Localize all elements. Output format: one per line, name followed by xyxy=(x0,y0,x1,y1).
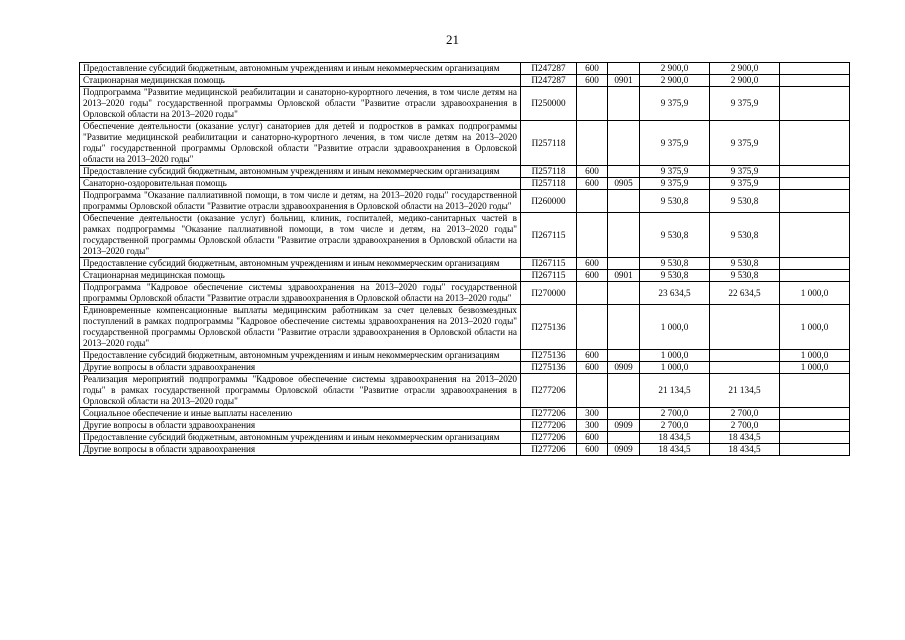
table-row xyxy=(80,178,850,190)
row-total-amount: 2 700,0 xyxy=(640,408,710,420)
row-name: Социальное обеспечение и иные выплаты населению xyxy=(80,408,521,420)
row-target-code: П250000 xyxy=(521,87,577,121)
row-amount-1: 2 900,0 xyxy=(710,63,780,75)
row-section-code: 0909 xyxy=(608,362,640,374)
row-expense-type: 300 xyxy=(577,408,608,420)
row-name: Другие вопросы в области здравоохранения xyxy=(80,444,521,456)
row-expense-type: 300 xyxy=(577,420,608,432)
row-target-code: П275136 xyxy=(521,305,577,350)
row-target-code: П270000 xyxy=(521,282,577,305)
row-name: Стационарная медицинская помощь xyxy=(80,270,521,282)
row-amount-2: 1 000,0 xyxy=(780,350,850,362)
row-total-amount: 9 375,9 xyxy=(640,178,710,190)
row-total-amount: 9 530,8 xyxy=(640,213,710,258)
row-amount-1: 9 530,8 xyxy=(710,190,780,213)
row-name: Реализация мероприятий подпрограммы "Кадровое обеспечение системы здравоохранения на 2013–2020 годы" в рамках государственной программы Орловской области "Развитие отрасли здравоохранения в Орловской области на 2013–2020 годы" xyxy=(80,374,521,408)
row-section-code xyxy=(608,87,640,121)
table-row xyxy=(80,63,850,75)
row-name: Стационарная медицинская помощь xyxy=(80,75,521,87)
budget-table-body xyxy=(80,63,850,456)
row-section-code xyxy=(608,190,640,213)
table-row xyxy=(80,258,850,270)
row-total-amount: 9 530,8 xyxy=(640,258,710,270)
row-total-amount: 1 000,0 xyxy=(640,305,710,350)
row-expense-type xyxy=(577,374,608,408)
row-amount-1: 9 375,9 xyxy=(710,87,780,121)
row-target-code: П275136 xyxy=(521,350,577,362)
table-row xyxy=(80,432,850,444)
row-expense-type: 600 xyxy=(577,362,608,374)
row-expense-type: 600 xyxy=(577,63,608,75)
table-row xyxy=(80,444,850,456)
row-amount-1: 22 634,5 xyxy=(710,282,780,305)
row-amount-2 xyxy=(780,75,850,87)
table-row xyxy=(80,282,850,305)
row-amount-1 xyxy=(710,350,780,362)
row-name: Предоставление субсидий бюджетным, автономным учреждениям и иным некоммерческим организациям xyxy=(80,258,521,270)
row-expense-type: 600 xyxy=(577,166,608,178)
row-amount-2 xyxy=(780,213,850,258)
row-name: Предоставление субсидий бюджетным, автономным учреждениям и иным некоммерческим организациям xyxy=(80,350,521,362)
row-amount-1: 18 434,5 xyxy=(710,432,780,444)
row-amount-2 xyxy=(780,190,850,213)
row-amount-2 xyxy=(780,270,850,282)
row-expense-type: 600 xyxy=(577,75,608,87)
row-target-code: П260000 xyxy=(521,190,577,213)
row-amount-1: 9 375,9 xyxy=(710,121,780,166)
row-expense-type xyxy=(577,305,608,350)
row-section-code xyxy=(608,258,640,270)
row-total-amount: 2 700,0 xyxy=(640,420,710,432)
row-amount-1: 2 700,0 xyxy=(710,420,780,432)
row-total-amount: 2 900,0 xyxy=(640,63,710,75)
row-amount-2 xyxy=(780,432,850,444)
row-total-amount: 18 434,5 xyxy=(640,432,710,444)
row-amount-2 xyxy=(780,166,850,178)
row-section-code xyxy=(608,121,640,166)
row-total-amount: 1 000,0 xyxy=(640,350,710,362)
row-target-code: П267115 xyxy=(521,258,577,270)
row-target-code: П257118 xyxy=(521,121,577,166)
row-amount-1: 18 434,5 xyxy=(710,444,780,456)
row-expense-type: 600 xyxy=(577,350,608,362)
row-name: Другие вопросы в области здравоохранения xyxy=(80,362,521,374)
row-total-amount: 9 375,9 xyxy=(640,87,710,121)
row-target-code: П247287 xyxy=(521,75,577,87)
row-name: Единовременные компенсационные выплаты медицинским работникам за счет целевых безвозмездных поступлений в рамках подпрограммы "Кадровое обеспечение системы здравоохранения на 2013–2020 годы" государственной программы Орловской области "Развитие отрасли здравоохранения в Орловской области на 2013–2020 годы" xyxy=(80,305,521,350)
row-total-amount: 9 530,8 xyxy=(640,270,710,282)
row-amount-2 xyxy=(780,258,850,270)
table-row xyxy=(80,270,850,282)
row-total-amount: 1 000,0 xyxy=(640,362,710,374)
table-row xyxy=(80,362,850,374)
row-amount-2 xyxy=(780,444,850,456)
row-section-code xyxy=(608,350,640,362)
row-target-code: П267115 xyxy=(521,213,577,258)
row-target-code: П267115 xyxy=(521,270,577,282)
row-target-code: П257118 xyxy=(521,166,577,178)
page-number: 21 xyxy=(446,32,459,47)
budget-table xyxy=(79,62,850,456)
row-amount-2 xyxy=(780,63,850,75)
row-amount-1 xyxy=(710,362,780,374)
row-name: Предоставление субсидий бюджетным, автономным учреждениям и иным некоммерческим организациям xyxy=(80,166,521,178)
row-expense-type xyxy=(577,213,608,258)
row-total-amount: 21 134,5 xyxy=(640,374,710,408)
row-total-amount: 9 375,9 xyxy=(640,166,710,178)
row-total-amount: 2 900,0 xyxy=(640,75,710,87)
row-expense-type: 600 xyxy=(577,258,608,270)
row-section-code xyxy=(608,305,640,350)
row-expense-type: 600 xyxy=(577,270,608,282)
table-row xyxy=(80,374,850,408)
table-row xyxy=(80,75,850,87)
row-section-code: 0905 xyxy=(608,178,640,190)
row-amount-2 xyxy=(780,408,850,420)
row-section-code xyxy=(608,166,640,178)
row-total-amount: 9 375,9 xyxy=(640,121,710,166)
row-section-code: 0909 xyxy=(608,444,640,456)
row-amount-2 xyxy=(780,121,850,166)
table-row xyxy=(80,121,850,166)
row-expense-type: 600 xyxy=(577,178,608,190)
table-row xyxy=(80,408,850,420)
row-section-code xyxy=(608,432,640,444)
row-section-code xyxy=(608,408,640,420)
row-name: Предоставление субсидий бюджетным, автономным учреждениям и иным некоммерческим организациям xyxy=(80,432,521,444)
row-amount-2 xyxy=(780,178,850,190)
row-name: Санаторно-оздоровительная помощь xyxy=(80,178,521,190)
row-target-code: П277206 xyxy=(521,420,577,432)
table-row xyxy=(80,213,850,258)
row-target-code: П257118 xyxy=(521,178,577,190)
row-amount-1: 9 375,9 xyxy=(710,166,780,178)
row-expense-type xyxy=(577,87,608,121)
table-row xyxy=(80,190,850,213)
row-amount-1: 21 134,5 xyxy=(710,374,780,408)
row-target-code: П277206 xyxy=(521,408,577,420)
row-total-amount: 23 634,5 xyxy=(640,282,710,305)
row-amount-1: 9 530,8 xyxy=(710,270,780,282)
table-row xyxy=(80,420,850,432)
row-amount-2: 1 000,0 xyxy=(780,282,850,305)
row-target-code: П275136 xyxy=(521,362,577,374)
row-section-code xyxy=(608,374,640,408)
table-row xyxy=(80,166,850,178)
table-row xyxy=(80,350,850,362)
row-expense-type xyxy=(577,282,608,305)
row-name: Подпрограмма "Оказание паллиативной помощи, в том числе и детям, на 2013–2020 годы" государственной программы Орловской области "Развитие отрасли здравоохранения в Орловской области на 2013–2020 годы" xyxy=(80,190,521,213)
row-expense-type xyxy=(577,121,608,166)
table-row xyxy=(80,305,850,350)
row-total-amount: 18 434,5 xyxy=(640,444,710,456)
row-target-code: П247287 xyxy=(521,63,577,75)
row-section-code: 0901 xyxy=(608,270,640,282)
row-amount-2 xyxy=(780,420,850,432)
row-amount-2 xyxy=(780,87,850,121)
row-total-amount: 9 530,8 xyxy=(640,190,710,213)
row-section-code: 0909 xyxy=(608,420,640,432)
row-amount-2: 1 000,0 xyxy=(780,305,850,350)
row-amount-1: 9 530,8 xyxy=(710,258,780,270)
row-target-code: П277206 xyxy=(521,374,577,408)
row-target-code: П277206 xyxy=(521,432,577,444)
row-amount-1: 9 375,9 xyxy=(710,178,780,190)
row-section-code xyxy=(608,63,640,75)
row-section-code: 0901 xyxy=(608,75,640,87)
row-target-code: П277206 xyxy=(521,444,577,456)
row-amount-1: 9 530,8 xyxy=(710,213,780,258)
row-amount-1 xyxy=(710,305,780,350)
row-amount-1: 2 900,0 xyxy=(710,75,780,87)
row-name: Предоставление субсидий бюджетным, автономным учреждениям и иным некоммерческим организациям xyxy=(80,63,521,75)
row-name: Подпрограмма "Развитие медицинской реабилитации и санаторно-курортного лечения, в том числе детям на 2013–2020 годы" государственной программы Орловской области "Развитие отрасли здравоохранения в Орловской области на 2013–2020 годы" xyxy=(80,87,521,121)
row-expense-type: 600 xyxy=(577,432,608,444)
row-name: Обеспечение деятельности (оказание услуг) больниц, клиник, госпиталей, медико-санитарных частей в рамках подпрограммы "Оказание паллиативной помощи, в том числе и детям, на 2013–2020 годы" государственной программы Орловской области "Развитие отрасли здравоохранения в Орловской области на 2013–2020 годы" xyxy=(80,213,521,258)
row-amount-1: 2 700,0 xyxy=(710,408,780,420)
row-expense-type: 600 xyxy=(577,444,608,456)
row-name: Подпрограмма "Кадровое обеспечение системы здравоохранения на 2013–2020 годы" государственной программы Орловской области "Развитие отрасли здравоохранения в Орловской области на 2013–2020 годы" xyxy=(80,282,521,305)
row-section-code xyxy=(608,213,640,258)
row-expense-type xyxy=(577,190,608,213)
row-amount-2: 1 000,0 xyxy=(780,362,850,374)
row-section-code xyxy=(608,282,640,305)
table-row xyxy=(80,87,850,121)
row-amount-2 xyxy=(780,374,850,408)
row-name: Обеспечение деятельности (оказание услуг) санаториев для детей и подростков в рамках подпрограммы "Развитие медицинской реабилитации и санаторно-курортного лечения, в том числе детям на 2013–2020 годы" государственной программы Орловской области "Развитие отрасли здравоохранения в Орловской области на 2013–2020 годы" xyxy=(80,121,521,166)
row-name: Другие вопросы в области здравоохранения xyxy=(80,420,521,432)
